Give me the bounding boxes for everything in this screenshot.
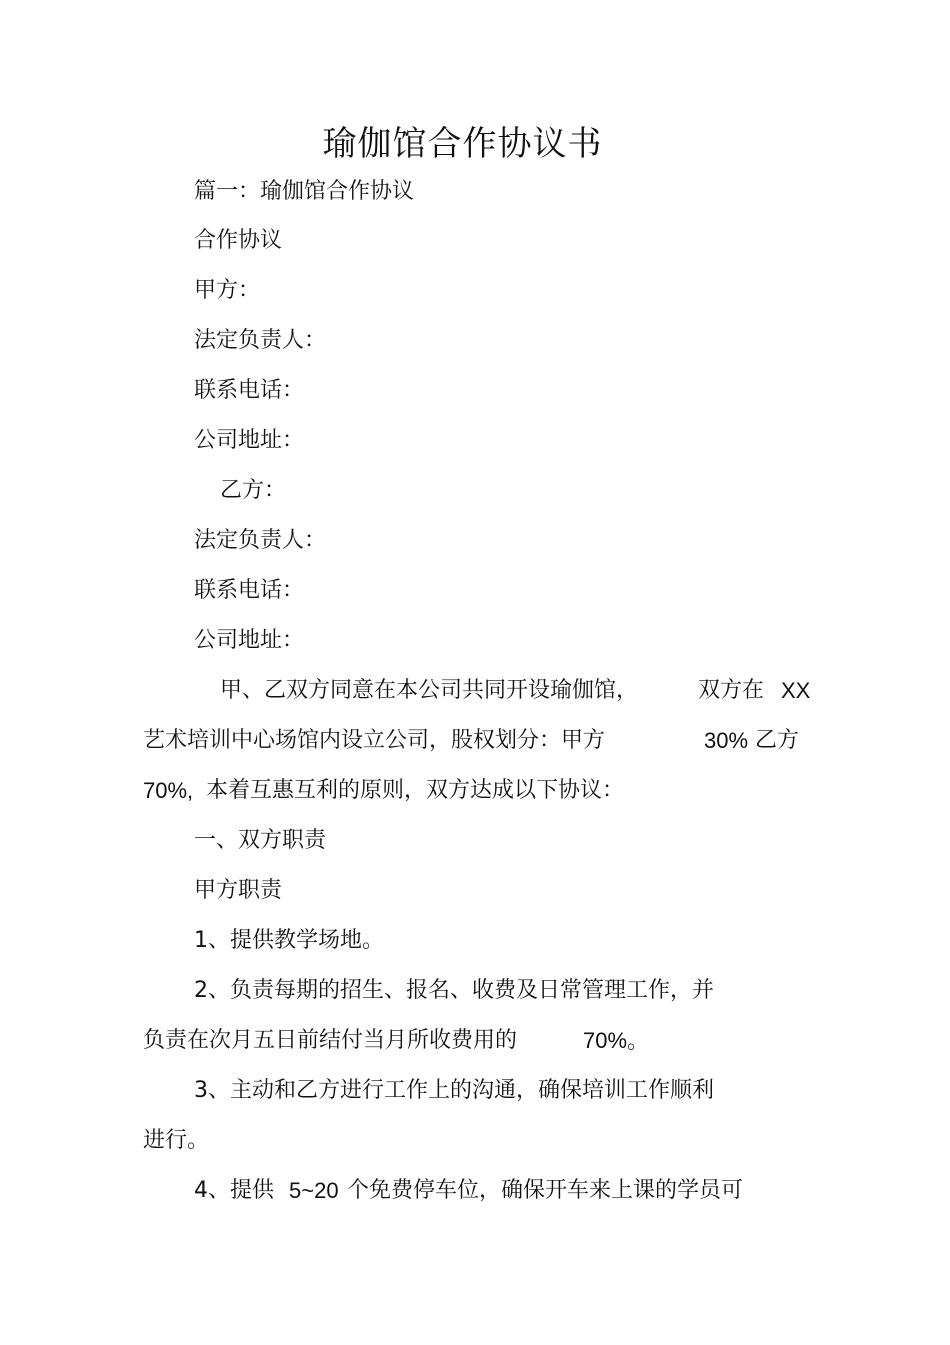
duty-item-3-cont: 进行。: [143, 1128, 210, 1153]
party-b-share: 70%,: [143, 778, 194, 803]
party-a-label: 甲方：: [194, 278, 261, 303]
party-b-label: 乙方：: [220, 478, 287, 503]
party-a-duties-heading: 甲方职责: [194, 878, 283, 903]
duty-item-4-end: 个免费停车位，确保开车来上课的学员可: [347, 1178, 744, 1203]
intro-text-3: 艺术培训中心场馆内设立公司，股权划分：甲方: [143, 728, 606, 753]
agreement-label: 合作协议: [194, 228, 283, 253]
party-a-phone: 联系电话：: [194, 378, 305, 403]
intro-text-5: 本着互惠互利的原则，双方达成以下协议：: [206, 778, 625, 803]
duty-item-2: 2、负责每期的招生、报名、收费及日常管理工作，并: [194, 978, 714, 1003]
duty-item-1: 1、提供教学场地。: [194, 928, 384, 953]
party-a-address: 公司地址：: [194, 428, 305, 453]
intro-text-2: 双方在: [698, 678, 765, 703]
intro-text-1: 甲、乙双方同意在本公司共同开设瑜伽馆，: [220, 678, 639, 703]
duty-item-4-start: 4、提供: [194, 1178, 274, 1203]
intro-text-4: 乙方: [755, 728, 800, 753]
duty-item-2-cont: 负责在次月五日前结付当月所收费用的: [143, 1028, 518, 1053]
party-b-phone: 联系电话：: [194, 578, 305, 603]
parking-range: 5~20: [289, 1178, 339, 1203]
section-heading: 篇一：瑜伽馆合作协议: [194, 179, 415, 204]
duty-item-3: 3、主动和乙方进行工作上的沟通，确保培训工作顺利: [194, 1078, 714, 1103]
clause-heading: 一、双方职责: [194, 828, 327, 853]
payment-share: 70%。: [583, 1028, 650, 1053]
party-b-address: 公司地址：: [194, 628, 305, 653]
party-a-legal-rep: 法定负责人：: [194, 328, 327, 353]
party-b-legal-rep: 法定负责人：: [194, 528, 327, 553]
venue-placeholder: XX: [781, 678, 811, 703]
party-a-share: 30%: [704, 728, 749, 753]
document-title: 瑜伽馆合作协议书: [322, 124, 603, 164]
